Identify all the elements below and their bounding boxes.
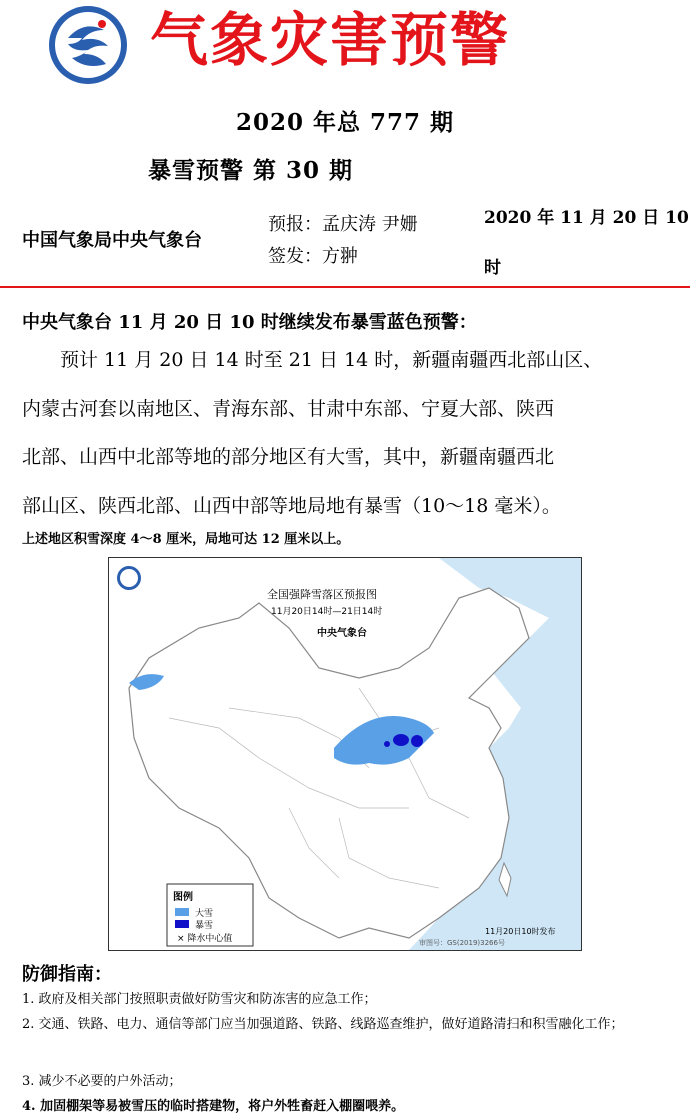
issue-date-continued: 时	[484, 258, 501, 278]
weather-logo-icon	[46, 4, 130, 86]
warning-issue-number: 暴雪预警 第 30 期	[148, 157, 354, 184]
defense-guide-heading: 防御指南：	[22, 964, 112, 985]
issuer-line: 签发：方翀	[268, 246, 358, 267]
guide-item-3: 3. 减少不必要的户外活动；	[22, 1074, 182, 1089]
map-issue-time: 11月20日10时发布	[485, 927, 556, 936]
issuing-organization: 中国气象局中央气象台	[22, 230, 202, 251]
legend-blizzard: 暴雪	[195, 921, 214, 931]
legend-heavy-snow: 大雪	[195, 909, 214, 919]
warning-heading: 中央气象台 11 月 20 日 10 时继续发布暴雪蓝色预警：	[22, 312, 477, 333]
guide-item-1: 1. 政府及相关部门按照职责做好防雪灾和防冻害的应急工作；	[22, 992, 377, 1007]
snow-depth-note: 上述地区积雪深度 4～8 厘米，局地可达 12 厘米以上。	[22, 532, 350, 547]
guide-item-2: 2. 交通、铁路、电力、通信等部门应当加强道路、铁路、线路巡查维护，做好道路清扫和积雪融化工作；	[22, 1017, 624, 1032]
snowfall-forecast-map	[108, 557, 582, 951]
map-period: 11月20日14时—21日14时	[271, 607, 383, 617]
issue-number: 2020 年总 777 期	[235, 109, 455, 136]
forecaster-line: 预报：孟庆涛 尹姗	[268, 214, 418, 235]
document-title: 气象灾害预警	[150, 6, 511, 74]
legend-center-label: 降水中心值	[187, 934, 233, 944]
header-divider	[0, 286, 690, 288]
paragraph-line: 北部、山西中北部等地的部分地区有大雪，其中，新疆南疆西北	[22, 446, 555, 468]
warning-paragraph	[22, 330, 682, 530]
paragraph-line: 预计 11 月 20 日 14 时至 21 日 14 时，新疆南疆西北部山区、	[22, 349, 603, 371]
blizzard-spot	[411, 735, 423, 747]
paragraph-line: 部山区、陕西北部、山西中部等地局地有暴雪（10～18 毫米）。	[22, 494, 561, 517]
center-marker-icon: ×	[177, 934, 188, 944]
blizzard-spot	[393, 734, 409, 746]
issue-date: 2020 年 11 月 20 日 10	[484, 208, 689, 228]
paragraph-line: 内蒙古河套以南地区、青海东部、甘肃中东部、宁夏大部、陕西	[22, 397, 555, 420]
legend-title: 图例	[173, 892, 193, 903]
map-agency: 中央气象台	[317, 628, 367, 639]
blizzard-spot	[384, 741, 390, 747]
guide-item-4: 4. 加固棚架等易被雪压的临时搭建物，将户外牲畜赶入棚圈喂养。	[22, 1099, 405, 1114]
map-title: 全国强降雪落区预报图	[267, 588, 377, 601]
legend-center-value	[177, 931, 232, 944]
map-credit: 审图号：GS(2019)3266号	[419, 939, 505, 947]
